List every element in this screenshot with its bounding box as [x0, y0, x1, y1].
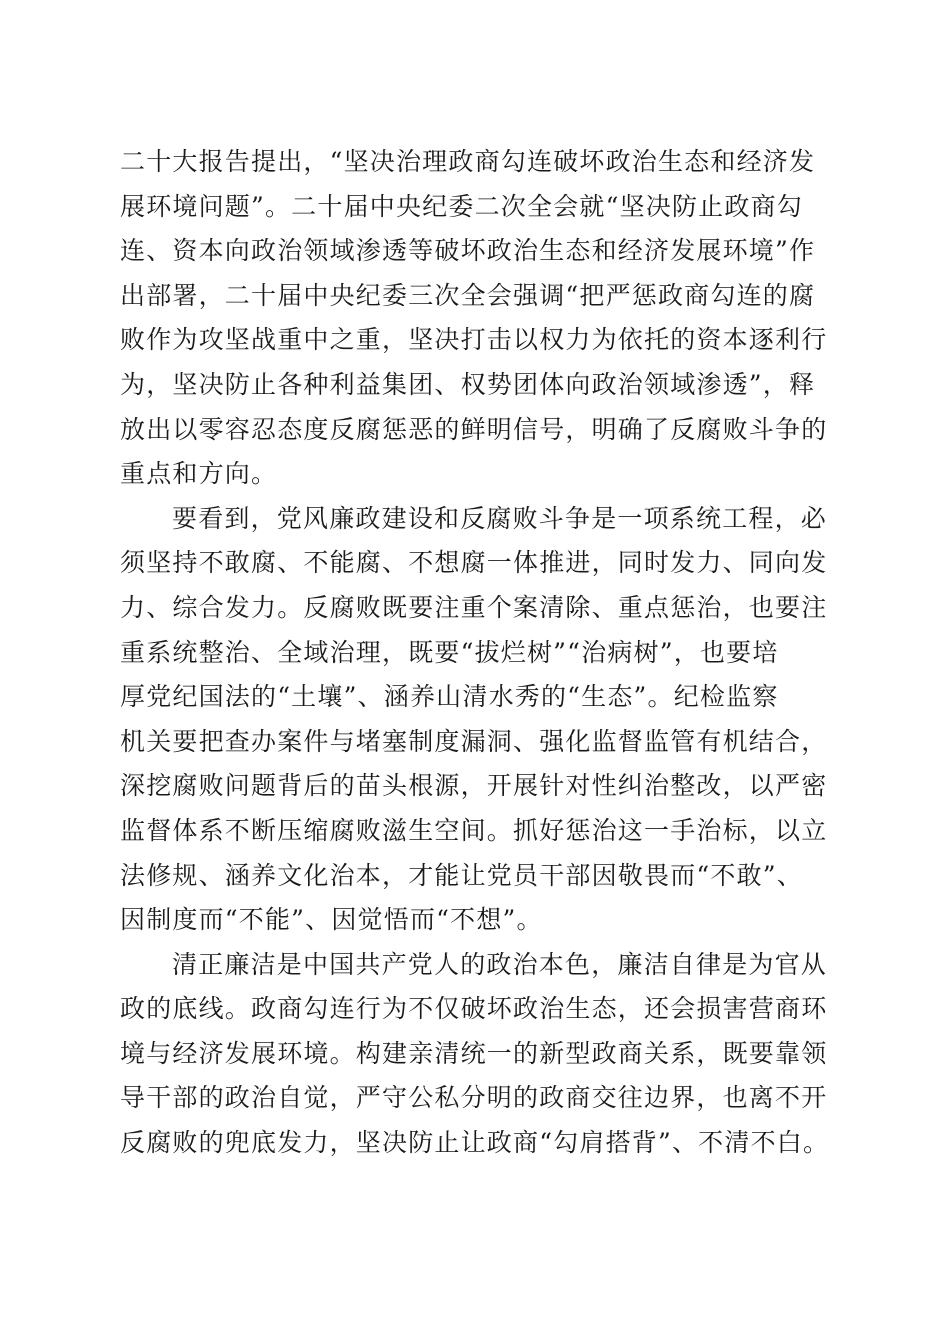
text-line: 深挖腐败问题背后的苗头根源，开展针对性纠治整改，以严密: [120, 771, 828, 801]
text-line: 境与经济发展环境。构建亲清统一的新型政商关系，既要靠领: [120, 1038, 828, 1068]
text-line: 清正廉洁是中国共产党人的政治本色，廉洁自律是为官从: [172, 949, 828, 979]
text-line: 力、综合发力。反腐败既要注重个案清除、重点惩治，也要注: [120, 592, 828, 622]
text-line: 厚党纪国法的“土壤”、涵养山清水秀的“生态”。纪检监察: [120, 682, 779, 712]
paragraph-3: [120, 943, 840, 1166]
text-line: 出部署，二十届中央纪委三次全会强调“把严惩政商勾连的腐: [120, 280, 816, 310]
text-line: 重点和方向。: [120, 459, 278, 489]
text-line: 政的底线。政商勾连行为不仅破坏政治生态，还会损害营商环: [120, 994, 828, 1024]
text-line: 反腐败的兜底发力，坚决防止让政商“勾肩搭背”、不清不白。: [120, 1128, 830, 1158]
text-line: 展环境问题”。二十届中央纪委二次全会就“坚决防止政商勾: [120, 191, 803, 221]
paragraph-1: [120, 140, 840, 497]
paragraph-2: [120, 497, 840, 943]
text-line: 须坚持不敢腐、不能腐、不想腐一体推进，同时发力、同向发: [120, 548, 828, 578]
text-line: 败作为攻坚战重中之重，坚决打击以权力为依托的资本逐利行: [120, 325, 828, 355]
text-line: 因制度而“不能”、因觉悟而“不想”。: [120, 905, 543, 935]
text-line: 为，坚决防止各种利益集团、权势团体向政治领域渗透”，释: [120, 369, 816, 399]
text-line: 连、资本向政治领域渗透等破坏政治生态和经济发展环境”作: [120, 236, 816, 266]
text-line: 监督体系不断压缩腐败滋生空间。抓好惩治这一手治标，以立: [120, 815, 828, 845]
text-line: 重系统整治、全域治理，既要“拔烂树”“治病树”，也要培: [120, 637, 779, 667]
text-line: 要看到，党风廉政建设和反腐败斗争是一项系统工程，必: [172, 503, 828, 533]
text-line: 导干部的政治自觉，严守公私分明的政商交往边界，也离不开: [120, 1083, 828, 1113]
body-text: [120, 140, 840, 1166]
text-line: 机关要把查办案件与堵塞制度漏洞、强化监督监管有机结合，: [120, 726, 828, 756]
text-line: 放出以零容忍态度反腐惩恶的鲜明信号，明确了反腐败斗争的: [120, 414, 828, 444]
text-line: 二十大报告提出，“坚决治理政商勾连破坏政治生态和经济发: [120, 147, 816, 176]
text-line: 法修规、涵养文化治本，才能让党员干部因敬畏而“不敢”、: [120, 860, 803, 890]
